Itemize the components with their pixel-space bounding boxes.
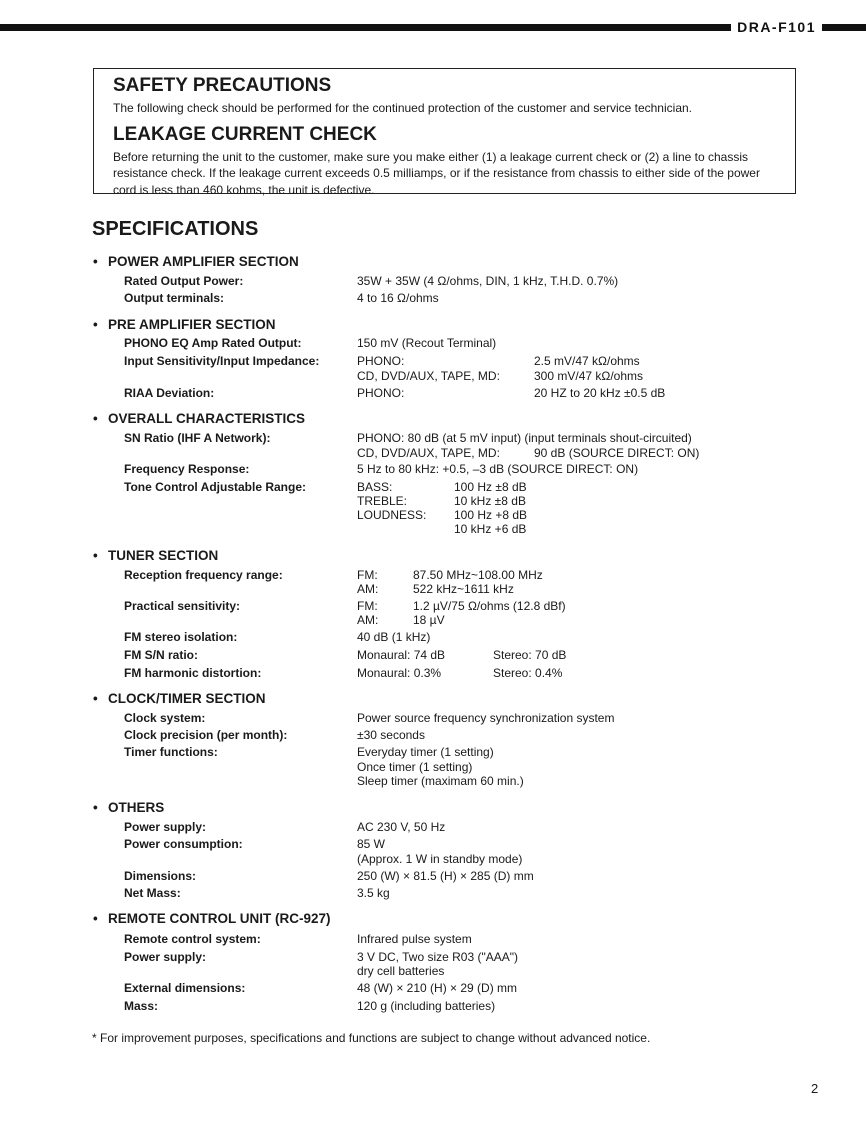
- spec-value: 522 kHz~1611 kHz: [413, 582, 514, 596]
- spec-label: PHONO EQ Amp Rated Output:: [124, 336, 302, 350]
- spec-value: 85 W: [357, 837, 386, 851]
- spec-value: Monaural: 74 dB: [357, 648, 446, 662]
- spec-value: FM:: [357, 599, 378, 613]
- spec-value: 10 kHz +6 dB: [454, 522, 527, 536]
- spec-value: LOUDNESS:: [357, 508, 427, 522]
- spec-label: Power consumption:: [124, 837, 243, 851]
- section-tuner: • TUNER SECTION: [93, 548, 219, 563]
- footnote: * For improvement purposes, specifications and functions are subject to change without advanced notice.: [92, 1031, 651, 1045]
- spec-label: RIAA Deviation:: [124, 386, 215, 400]
- spec-value: 48 (W) × 210 (H) × 29 (D) mm: [357, 981, 518, 995]
- spec-value: 300 mV/47 kΩ/ohms: [534, 369, 644, 383]
- section-pre-amp: • PRE AMPLIFIER SECTION: [93, 317, 276, 332]
- spec-value: 35W + 35W (4 Ω/ohms, DIN, 1 kHz, T.H.D. 0.7%): [357, 274, 619, 288]
- model-number: DRA-F101: [731, 18, 822, 36]
- spec-label: Rated Output Power:: [124, 274, 244, 288]
- spec-label: Dimensions:: [124, 869, 197, 883]
- spec-value: Sleep timer (maximam 60 min.): [357, 774, 524, 788]
- spec-value: 3.5 kg: [357, 886, 390, 900]
- spec-label: Tone Control Adjustable Range:: [124, 480, 306, 494]
- spec-value: 1.2 µV/75 Ω/ohms (12.8 dBf): [413, 599, 566, 613]
- spec-value: PHONO:: [357, 386, 405, 400]
- bullet-icon: •: [93, 911, 98, 926]
- spec-value: (Approx. 1 W in standby mode): [357, 852, 523, 866]
- section-remote-control: • REMOTE CONTROL UNIT (RC-927): [93, 911, 331, 926]
- section-others: • OTHERS: [93, 800, 165, 815]
- spec-value: AM:: [357, 582, 379, 596]
- section-power-amp: • POWER AMPLIFIER SECTION: [93, 254, 299, 269]
- spec-label: Input Sensitivity/Input Impedance:: [124, 354, 320, 368]
- spec-value: CD, DVD/AUX, TAPE, MD:: [357, 369, 500, 383]
- specifications-title: SPECIFICATIONS: [92, 218, 259, 240]
- spec-label: External dimensions:: [124, 981, 246, 995]
- spec-value: 10 kHz ±8 dB: [454, 494, 526, 508]
- spec-label: Clock system:: [124, 711, 206, 725]
- spec-value: Monaural: 0.3%: [357, 666, 442, 680]
- spec-value: PHONO: 80 dB (at 5 mV input) (input terminals shout-circuited): [357, 431, 692, 445]
- spec-value: Once timer (1 setting): [357, 760, 473, 774]
- spec-value: 150 mV (Recout Terminal): [357, 336, 497, 350]
- section-overall: • OVERALL CHARACTERISTICS: [93, 411, 306, 426]
- section-clock-timer: • CLOCK/TIMER SECTION: [93, 691, 266, 706]
- spec-value: Power source frequency synchronization system: [357, 711, 615, 725]
- spec-label: FM S/N ratio:: [124, 648, 198, 662]
- safety-text: The following check should be performed for the continued protection of the customer and service technician.: [113, 101, 692, 115]
- safety-title: SAFETY PRECAUTIONS: [113, 75, 332, 96]
- spec-label: Output terminals:: [124, 291, 225, 305]
- spec-value: FM:: [357, 568, 378, 582]
- spec-value: 18 µV: [413, 613, 445, 627]
- spec-value: 87.50 MHz~108.00 MHz: [413, 568, 543, 582]
- spec-value: Stereo: 0.4%: [493, 666, 563, 680]
- spec-value: 40 dB (1 kHz): [357, 630, 431, 644]
- bullet-icon: •: [93, 254, 98, 269]
- spec-value: PHONO:: [357, 354, 405, 368]
- bullet-icon: •: [93, 548, 98, 563]
- spec-label: Remote control system:: [124, 932, 261, 946]
- spec-value: AM:: [357, 613, 379, 627]
- spec-value: 90 dB (SOURCE DIRECT: ON): [534, 446, 700, 460]
- spec-value: Stereo: 70 dB: [493, 648, 567, 662]
- spec-label: Timer functions:: [124, 745, 218, 759]
- safety-box: [93, 68, 796, 197]
- spec-label: Mass:: [124, 999, 159, 1013]
- spec-label: FM stereo isolation:: [124, 630, 238, 644]
- spec-label: SN Ratio (IHF A Network):: [124, 431, 271, 445]
- spec-label: Reception frequency range:: [124, 568, 283, 582]
- spec-value: AC 230 V, 50 Hz: [357, 820, 446, 834]
- spec-value: TREBLE:: [357, 494, 408, 508]
- bullet-icon: •: [93, 317, 98, 332]
- spec-label: Net Mass:: [124, 886, 181, 900]
- spec-value: Everyday timer (1 setting): [357, 745, 494, 759]
- spec-value: 2.5 mV/47 kΩ/ohms: [534, 354, 640, 368]
- spec-value: 250 (W) × 81.5 (H) × 285 (D) mm: [357, 869, 534, 883]
- bullet-icon: •: [93, 691, 98, 706]
- spec-value: BASS:: [357, 480, 393, 494]
- spec-value: CD, DVD/AUX, TAPE, MD:: [357, 446, 500, 460]
- spec-value: 4 to 16 Ω/ohms: [357, 291, 439, 305]
- spec-label: Practical sensitivity:: [124, 599, 241, 613]
- spec-value: 5 Hz to 80 kHz: +0.5, –3 dB (SOURCE DIRECT: ON): [357, 462, 639, 476]
- spec-value: Infrared pulse system: [357, 932, 472, 946]
- leakage-title: LEAKAGE CURRENT CHECK: [113, 123, 377, 145]
- header-rule-end: [836, 24, 866, 31]
- spec-value: 20 HZ to 20 kHz ±0.5 dB: [534, 386, 666, 400]
- spec-label: Power supply:: [124, 820, 207, 834]
- bullet-icon: •: [93, 411, 98, 426]
- spec-value: 120 g (including batteries): [357, 999, 496, 1013]
- bullet-icon: •: [93, 800, 98, 815]
- spec-label: FM harmonic distortion:: [124, 666, 262, 680]
- spec-value: dry cell batteries: [357, 964, 445, 978]
- spec-label: Frequency Response:: [124, 462, 250, 476]
- spec-label: Power supply:: [124, 950, 207, 964]
- spec-label: Clock precision (per month):: [124, 728, 288, 742]
- page-number: 2: [811, 1081, 819, 1096]
- spec-value: 3 V DC, Two size R03 ("AAA"): [357, 950, 519, 964]
- spec-value: 100 Hz ±8 dB: [454, 480, 527, 494]
- leakage-text: Before returning the unit to the customer, make sure you make either (1) a leakage current check or (2) a line to chassis resistance check. If the leakage current exceeds 0.5 milliamps, or if the resistance from chassis to either side of the power cord is less than 460 kohms, the unit is defective.: [113, 149, 760, 197]
- spec-value: 100 Hz +8 dB: [454, 508, 528, 522]
- spec-value: ±30 seconds: [357, 728, 425, 742]
